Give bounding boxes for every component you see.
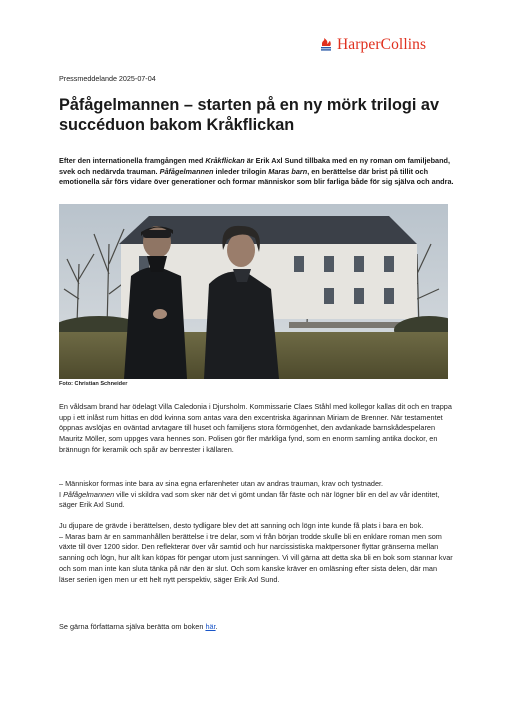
headline: Påfågelmannen – starten på en ny mörk trilogi av succéduon bakom Kråkflickan (59, 96, 440, 134)
paragraph: En våldsam brand har ödelagt Villa Caledonia i Djursholm. Kommissarie Claes Ståhl med kollegor kallas dit och en trappa upp i ett inlåst rum hittas en död kvinna som antas vara den excentriska ägarinnan Miriam de Brenner. När testamentet öppnas avslöjas en oväntad arvtagare till huset och familjens stora förmögenhet, den avdankade barnskådespelaren Mauritz Möller, som uppges vara hennes son. Polisen gör fler märkliga fynd, som en enorm samling antika dockor, en brännugn för keramik och spår av benrester i källaren. (59, 402, 452, 454)
quote-text: I (59, 489, 64, 499)
lead-text: är Erik Axl Sund tillbaka med en ny roman om familjeband, svek och nedärvda trauman. (59, 156, 451, 176)
fire-and-water-icon (319, 38, 333, 52)
harpercollins-logo (319, 36, 469, 54)
quote-text: ville vi skildra vad som sker när det vi gömt undan får fäste och när lögner blir en del av vår identitet, säger Erik Axl Sund. (59, 489, 440, 510)
closing-text: Se gärna författarna själva berätta om boken (59, 622, 206, 631)
press-release-date: Pressmeddelande 2025-07-04 (59, 74, 156, 83)
book-title: Påfågelmannen (63, 489, 115, 499)
lead-text: inleder trilogin (213, 166, 269, 176)
book-title: Kråkflickan (205, 156, 245, 165)
quote-line: – Människor formas inte bara av sina egna erfarenheter utan av andras trauman, krav och tystnader. (59, 479, 384, 488)
closing-paragraph (59, 622, 454, 633)
quote-paragraph (59, 479, 454, 511)
lead-paragraph (59, 156, 454, 188)
closing-end: . (215, 622, 218, 631)
photo-caption: Foto: Christian Schneider (59, 381, 128, 387)
lead-text: , en berättelse där brist på tillit och emotionella sår förs vidare över generationer och formar människor som blir farliga både för sig själva och andra. (59, 166, 454, 187)
book-title: Påfågelmannen (159, 166, 214, 176)
paragraph-line: Ju djupare de grävde i berättelsen, desto tydligare blev det att sanning och lögn inte kunde få plats i bara en bok. (59, 521, 424, 530)
video-link[interactable]: här (205, 622, 216, 631)
lead-text: Efter den internationella framgången med (59, 156, 206, 165)
logo-text: HarperCollins (337, 36, 427, 53)
author-photo (59, 204, 448, 379)
paragraph (59, 521, 454, 585)
series-title: Maras barn (268, 166, 308, 176)
quote-line: – Maras barn är en sammanhållen berättelse i tre delar, som vi från början trodde skulle bli en enklare roman men som växte till över 1200 sidor. Den reflekterar över vår samtid och hur narcissistiska maktpersoner flyttar gränserna mellan sanning och lögn, hur allt kan köpas för pengar utom just sanningen. Vi vill gärna att detta ska bli en bok som stannar kvar och som man inte kan sluta tänka på när den är slut. Och som kanske kräver en omläsning efter sista delen, där man läser serien igen men ur ett helt nytt perspektiv, säger Erik Axl Sund. (59, 531, 453, 584)
